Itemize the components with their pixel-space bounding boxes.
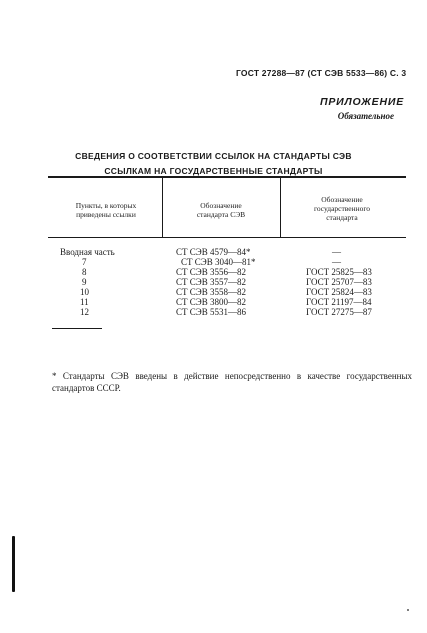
table-row — [50, 277, 404, 287]
header-clauses — [50, 201, 162, 219]
table-header-rule — [48, 237, 406, 238]
row-gost: — — [332, 257, 341, 267]
header-clauses-line1: Пункты, в которых — [75, 201, 137, 210]
row-sev: СТ СЭВ 3040—81* — [181, 257, 256, 267]
title-line-2: ССЫЛКАМ НА ГОСУДАРСТВЕННЫЕ СТАНДАРТЫ — [104, 166, 323, 176]
row-gost: — — [332, 247, 341, 257]
header-gost — [280, 195, 404, 222]
row-clause: 11 — [80, 297, 89, 307]
header-gost-line1: Обозначение — [321, 195, 363, 204]
binding-mark — [12, 536, 15, 592]
row-sev: СТ СЭВ 3556—82 — [176, 267, 246, 277]
header-clauses-line2: приведены ссылки — [76, 210, 136, 219]
row-sev: СТ СЭВ 5531—86 — [176, 307, 246, 317]
header-sev-line2: стандарта СЭВ — [196, 210, 246, 219]
table-column-rule — [162, 178, 163, 237]
table-row — [50, 287, 404, 297]
row-sev: СТ СЭВ 3800—82 — [176, 297, 246, 307]
row-gost: ГОСТ 25707—83 — [306, 277, 372, 287]
table-row — [50, 267, 404, 277]
table-row — [50, 257, 404, 267]
table-top-rule — [48, 176, 406, 178]
header-gost-line2: государственного — [313, 204, 371, 213]
document-title — [0, 149, 427, 179]
row-sev: СТ СЭВ 3558—82 — [176, 287, 246, 297]
appendix-subtitle: Обязательное — [337, 111, 394, 121]
row-clause: 9 — [82, 277, 87, 287]
row-clause: 12 — [80, 307, 89, 317]
row-sev: СТ СЭВ 3557—82 — [176, 277, 246, 287]
table-row — [50, 307, 404, 317]
page-header: ГОСТ 27288—87 (СТ СЭВ 5533—86) С. 3 — [236, 68, 407, 78]
page-speck — [407, 609, 409, 611]
row-clause: 10 — [80, 287, 89, 297]
header-sev-line1: Обозначение — [200, 201, 242, 210]
row-gost: ГОСТ 21197—84 — [306, 297, 372, 307]
row-sev: СТ СЭВ 4579—84* — [176, 247, 251, 257]
footnote-separator — [52, 328, 102, 329]
row-gost: ГОСТ 25825—83 — [306, 267, 372, 277]
header-sev — [162, 201, 280, 219]
footnote-text: * Стандарты СЭВ введены в действие непосредственно в качестве государственных стандартов СССР. — [52, 371, 412, 393]
table-row — [50, 247, 404, 257]
header-gost-line3: стандарта — [326, 213, 358, 222]
row-clause: 7 — [82, 257, 87, 267]
row-clause: Вводная часть — [60, 247, 115, 257]
appendix-title: ПРИЛОЖЕНИЕ — [320, 96, 404, 108]
row-gost: ГОСТ 27275—87 — [306, 307, 372, 317]
table-column-rule — [280, 178, 281, 237]
row-gost: ГОСТ 25824—83 — [306, 287, 372, 297]
row-clause: 8 — [82, 267, 87, 277]
table-row — [50, 297, 404, 307]
title-line-1: СВЕДЕНИЯ О СООТВЕТСТВИИ ССЫЛОК НА СТАНДАРТЫ СЭВ — [75, 151, 352, 161]
